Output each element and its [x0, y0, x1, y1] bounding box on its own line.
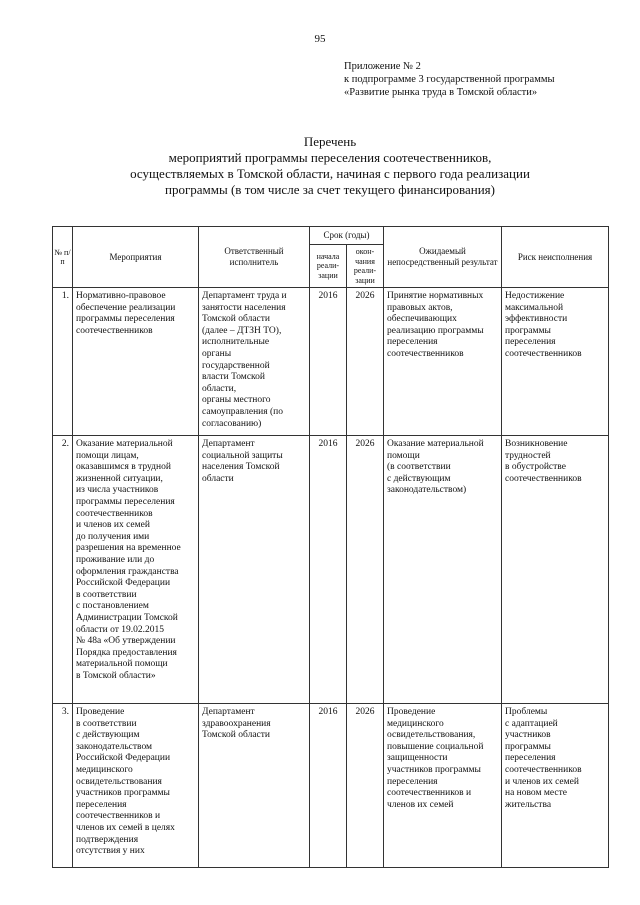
cell-text-line: программы переселения — [76, 314, 175, 325]
cell-text-line: с действующим — [76, 730, 140, 741]
cell-text-line: помощи — [387, 450, 420, 461]
cell-text-line: соотечественников — [76, 325, 153, 336]
events-table — [52, 226, 609, 868]
cell-text-line: законодательством — [76, 741, 153, 752]
row-end-year: 2026 — [347, 704, 384, 868]
cell-text-line: обеспечение реализации — [76, 302, 176, 313]
title-line-3: осуществляемых в Томской области, начиная с первого года реализации — [130, 166, 530, 181]
row-num: 3. — [53, 704, 73, 868]
cell-text-line: эффективности — [505, 314, 568, 325]
cell-text-line: членов их семей — [387, 799, 454, 810]
cell-text-line: в соответствии — [76, 589, 137, 600]
cell-text-line: разрешения на временное — [76, 543, 181, 554]
row-executor — [199, 704, 310, 868]
cell-text-line: Порядка предоставления — [76, 647, 177, 658]
page-number: 95 — [314, 33, 326, 45]
table-row — [53, 436, 609, 704]
cell-text-line: подтверждения — [76, 834, 139, 845]
row-result — [384, 288, 502, 436]
cell-text-line: максимальной — [505, 302, 564, 313]
cell-text-line: проживание или до — [76, 554, 155, 565]
row-result — [384, 704, 502, 868]
cell-text-line: с постановлением — [76, 601, 149, 612]
cell-text-line: программы — [505, 325, 551, 336]
cell-text-line: Оказание материальной — [387, 439, 484, 449]
cell-text-line: и членов их семей — [76, 520, 150, 531]
cell-text-line: Департамент — [202, 707, 255, 717]
cell-text-line: участников — [505, 730, 551, 741]
header-event: Мероприятия — [73, 227, 199, 288]
cell-text-line: реализацию программы — [387, 325, 484, 336]
cell-text-line: Проведение — [76, 707, 125, 717]
row-end-year: 2026 — [347, 436, 384, 704]
cell-text-line: соотечественников и — [76, 811, 161, 822]
header-row — [53, 227, 609, 245]
title-line-4: программы (в том числе за счет текущего финансирования) — [164, 182, 495, 197]
cell-text-line: соотечественников — [505, 348, 582, 359]
cell-text-line: Проблемы — [505, 707, 548, 717]
cell-text-line: соотечественников — [505, 764, 582, 775]
cell-text-line: государственной — [202, 360, 270, 371]
table-row — [53, 288, 609, 436]
cell-text-line: исполнительные — [202, 337, 270, 348]
cell-text-line: Нормативно-правовое — [76, 291, 166, 301]
appendix-line-2: к подпрограмме 3 государственной программы — [344, 74, 555, 85]
cell-text-line: до получения ими — [76, 531, 150, 542]
cell-text-line: самоуправления (по — [202, 406, 283, 417]
cell-text-line: участников программы — [387, 764, 481, 775]
cell-text-line: в соответствии — [76, 718, 137, 729]
cell-text-line: с действующим — [387, 473, 451, 484]
cell-text-line: области — [202, 473, 234, 484]
row-event — [73, 436, 199, 704]
cell-text-line: Оказание материальной — [76, 439, 173, 449]
row-event — [73, 704, 199, 868]
cell-text-line: в обустройстве — [505, 462, 566, 473]
row-executor — [199, 288, 310, 436]
table-row — [53, 704, 609, 868]
cell-text-line: членов их семей в целях — [76, 822, 175, 833]
cell-text-line: органы — [202, 348, 232, 359]
cell-text-line: программы — [505, 741, 551, 752]
cell-text-line: в Томской области» — [76, 670, 156, 681]
title-line-2: мероприятий программы переселения соотечественников, — [168, 150, 492, 165]
cell-text-line: освидетельствования, — [387, 730, 476, 741]
header-executor: Ответственный исполнитель — [199, 227, 310, 288]
cell-text-line: участников программы — [76, 788, 170, 799]
cell-text-line: обеспечивающих — [387, 314, 457, 325]
row-start-year: 2016 — [310, 436, 347, 704]
row-executor — [199, 436, 310, 704]
header-risk: Риск неисполнения — [502, 227, 609, 288]
cell-text-line: Проведение — [387, 707, 436, 717]
cell-text-line: Возникновение — [505, 439, 568, 449]
appendix-header — [344, 60, 555, 99]
cell-text-line: с адаптацией — [505, 718, 558, 729]
header-result: Ожидаемый непосредственный результат — [384, 227, 502, 288]
cell-text-line: отсутствия у них — [76, 846, 145, 857]
row-num: 2. — [53, 436, 73, 704]
row-num: 1. — [53, 288, 73, 436]
header-end: окон-чания реали-зации — [347, 245, 384, 288]
header-term: Срок (годы) — [310, 227, 384, 245]
header-start: начала реали-зации — [310, 245, 347, 288]
cell-text-line: Администрации Томской — [76, 612, 178, 623]
cell-text-line: переселения — [76, 799, 127, 810]
cell-text-line: медицинского — [387, 718, 444, 729]
row-end-year: 2026 — [347, 288, 384, 436]
cell-text-line: переселения — [387, 776, 438, 787]
row-start-year: 2016 — [310, 288, 347, 436]
header-num: № п/п — [53, 227, 73, 288]
row-risk — [502, 288, 609, 436]
cell-text-line: органы местного — [202, 395, 271, 406]
cell-text-line: переселения — [505, 753, 556, 764]
cell-text-line: Департамент — [202, 439, 255, 449]
cell-text-line: соотечественников — [505, 473, 582, 484]
cell-text-line: соотечественников — [387, 348, 464, 359]
cell-text-line: области, — [202, 383, 237, 394]
title-line-1: Перечень — [303, 134, 357, 149]
cell-text-line: правовых актов, — [387, 302, 453, 313]
cell-text-line: медицинского — [76, 764, 133, 775]
row-risk — [502, 436, 609, 704]
cell-text-line: и членов их семей — [505, 776, 579, 787]
row-event — [73, 288, 199, 436]
cell-text-line: Российской Федерации — [76, 753, 171, 764]
cell-text-line: населения Томской — [202, 462, 280, 473]
cell-text-line: Недостижение — [505, 291, 565, 301]
cell-text-line: социальной защиты — [202, 450, 283, 461]
cell-text-line: соотечественников и — [387, 788, 472, 799]
cell-text-line: из числа участников — [76, 485, 159, 496]
cell-text-line: переселения — [505, 337, 556, 348]
cell-text-line: Российской Федерации — [76, 578, 171, 589]
cell-text-line: жительства — [505, 799, 552, 810]
cell-text-line: согласованию) — [202, 418, 262, 429]
cell-text-line: Департамент труда и — [202, 291, 287, 301]
appendix-line-1: Приложение № 2 — [344, 61, 421, 72]
cell-text-line: защищенности — [387, 753, 448, 764]
cell-text-line: № 48а «Об утверждении — [76, 636, 176, 647]
row-start-year: 2016 — [310, 704, 347, 868]
cell-text-line: помощи лицам, — [76, 450, 139, 461]
cell-text-line: жизненной ситуации, — [76, 473, 163, 484]
cell-text-line: Томской области — [202, 730, 270, 741]
cell-text-line: материальной помощи — [76, 659, 168, 670]
cell-text-line: трудностей — [505, 450, 551, 461]
cell-text-line: (далее – ДТЗН ТО), — [202, 325, 282, 336]
appendix-line-3: «Развитие рынка труда в Томской области» — [344, 87, 538, 98]
cell-text-line: оформления гражданства — [76, 566, 179, 577]
cell-text-line: законодательством) — [387, 485, 467, 496]
cell-text-line: программы переселения — [76, 496, 175, 507]
document-title — [60, 134, 600, 198]
cell-text-line: Томской области — [202, 314, 270, 325]
cell-text-line: (в соответствии — [387, 462, 451, 473]
cell-text-line: занятости населения — [202, 302, 286, 313]
row-result — [384, 436, 502, 704]
cell-text-line: соотечественников — [76, 508, 153, 519]
cell-text-line: переселения — [387, 337, 438, 348]
cell-text-line: области от 19.02.2015 — [76, 624, 165, 635]
cell-text-line: на новом месте — [505, 788, 567, 799]
cell-text-line: оказавшимся в трудной — [76, 462, 171, 473]
cell-text-line: Принятие нормативных — [387, 291, 484, 301]
cell-text-line: здравоохранения — [202, 718, 271, 729]
cell-text-line: власти Томской — [202, 372, 265, 383]
row-risk — [502, 704, 609, 868]
cell-text-line: повышение социальной — [387, 741, 484, 752]
cell-text-line: освидетельствования — [76, 776, 162, 787]
